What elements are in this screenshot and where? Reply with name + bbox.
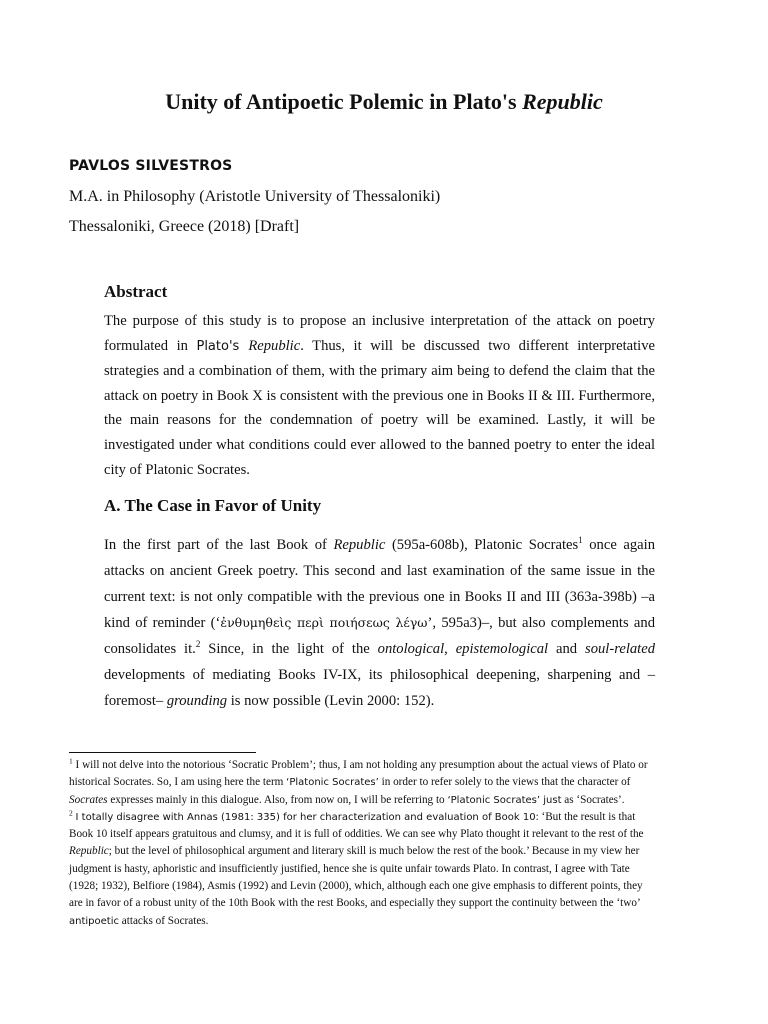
body-text: developments of mediating Books IV-IX, its philosophical deepening, sharpening and –foremost–: [104, 667, 655, 709]
footnote-text: in order to refer solely to the views that the character of: [378, 776, 631, 789]
footnote-text: I will not delve into the notorious ‘Socratic Problem’; thus, I am not holding any presumption about the actual views of Plato or historical Socrates. So, I am using here the term: [69, 759, 648, 789]
footnote-text: expresses mainly in this dialogue. Also, from now on, I will be referring to: [107, 793, 448, 806]
footnote-number: 2: [69, 808, 73, 818]
footnote-ref-2[interactable]: 2: [195, 639, 201, 650]
body-ontological: ontological: [377, 641, 445, 657]
abstract-text-part: The purpose of this study is to propose an inclusive interpretation of the attack on poetry formulated in: [104, 313, 655, 354]
page-title: [0, 88, 768, 116]
affiliation-degree: M.A. in Philosophy (Aristotle University of Thessaloniki): [69, 188, 441, 205]
footnote-2: [69, 809, 659, 930]
body-republic: Republic: [333, 537, 386, 553]
section-body: [104, 532, 655, 714]
body-text: is now possible (Levin 2000: 152).: [227, 693, 435, 709]
footnote-text: ‘Platonic Socrates’: [286, 777, 379, 789]
abstract-plato: Plato's: [196, 338, 249, 354]
body-text: ’, 595a3)–, but also complements and consolidates it.: [104, 615, 655, 657]
body-soul-related: soul-related: [585, 641, 655, 657]
body-text: and: [548, 641, 586, 657]
abstract-text: [104, 309, 655, 482]
body-epistemological: epistemological: [455, 641, 549, 657]
body-text: In the first part of the last Book of: [104, 537, 334, 553]
body-text: (595a-608b), Platonic Socrates: [385, 537, 579, 553]
footnotes: [69, 757, 659, 930]
author-name: PAVLOS SILVESTROS: [69, 158, 233, 174]
footnote-text: as ‘Socrates’.: [561, 793, 625, 806]
footnote-text: Republic: [69, 845, 109, 858]
footnote-1: [69, 757, 659, 809]
body-text: ,: [444, 641, 456, 657]
body-text: Since, in the light of the: [200, 641, 378, 657]
abstract-republic: Republic: [248, 337, 301, 354]
body-text: once again attacks on ancient Greek poetry. This second and last examination of the same issue in the current text: is not only compatible with the previous one in Books II and III (363a-398b) –a kind of reminder (‘: [104, 537, 655, 631]
footnote-text: ; but the level of philosophical argument and literary skill is much below the rest of the book.’ Because in my view her judgment is hasty, aphoristic and insufficiently justified, hence she is quite unfair towards Plato. In contrast, I agree with Tate (1928; 1932), Belfiore (1984), Asmis (1992) and Levin (2000), which, although each one give emphasis to different points, they are in favor of a robust unity of the 10th Book with the rest Books, and especially they support the continuity between the ‘two’: [69, 845, 643, 910]
footnote-text: attacks of Socrates.: [118, 914, 209, 927]
title-main: Unity of Antipoetic Polemic in Plato's: [165, 89, 523, 114]
title-italic: Republic: [522, 89, 603, 114]
footnote-divider: [69, 752, 256, 753]
footnote-text: : ‘But the result is that Book 10 itself appears gratuitous and clumsy, and it is full of oddities. We can see why Plato thought it relevant to the rest of the: [69, 810, 644, 841]
footnote-text: Socrates: [69, 793, 108, 806]
affiliation-location: Thessaloniki, Greece (2018) [Draft]: [69, 218, 300, 235]
body-grounding: grounding: [166, 693, 228, 709]
footnote-ref-1[interactable]: 1: [578, 535, 583, 546]
section-heading: A. The Case in Favor of Unity: [104, 496, 322, 515]
footnote-text: I totally disagree with Annas (1981: 335) for her characterization and evaluation of Book 10: [75, 811, 536, 823]
abstract-text-part: . Thus, it will be discussed two different interpretative strategies and a combination of them, with the primary aim being to defend the claim that the attack on poetry in Book X is consistent with the previous one in Books II & III. Furthermore, the main reasons for the condemnation of poetry will be examined. Lastly, it will be investigated under what conditions could ever allowed to the banned poetry to enter the ideal city of Platonic Socrates.: [104, 337, 656, 478]
footnote-text: ‘Platonic Socrates’ just: [447, 794, 562, 806]
abstract-heading: Abstract: [104, 282, 168, 301]
footnote-number: 1: [69, 756, 73, 766]
greek-quote: ἐνθυμηθεὶς περὶ ποιήσεως λέγω: [220, 615, 428, 630]
footnote-text: antipoetic: [69, 915, 119, 927]
